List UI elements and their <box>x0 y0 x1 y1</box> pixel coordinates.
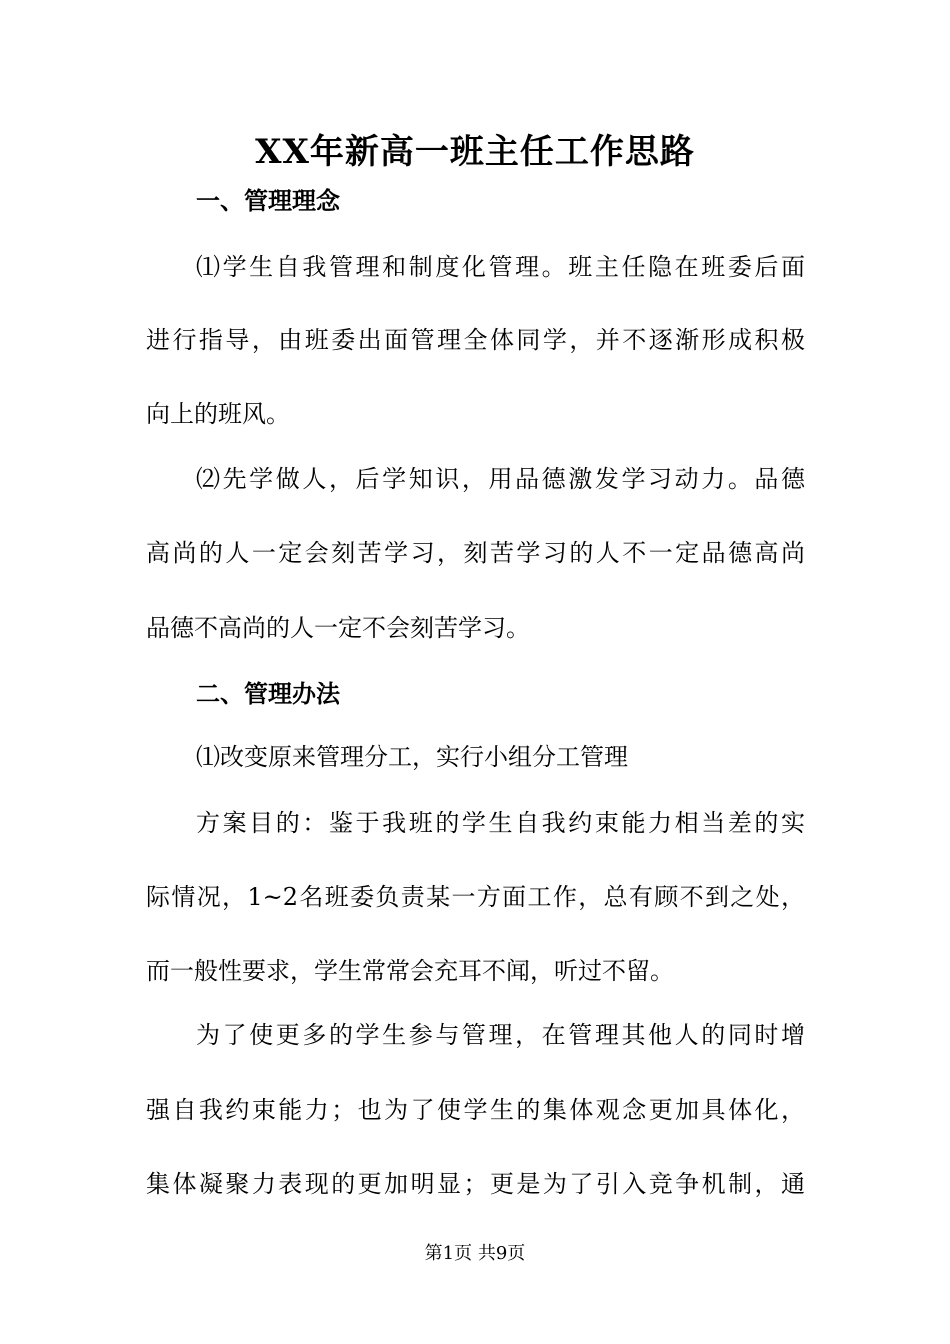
page-number-footer: 第1页 共9页 <box>424 1243 526 1264</box>
paragraph-line: 方案目的：鉴于我班的学生自我约束能力相当差的实 <box>196 809 805 837</box>
paragraph-line: 品德不高尚的人一定不会刻苦学习。 <box>146 614 530 642</box>
paragraph-line: ⑴学生自我管理和制度化管理。班主任隐在班委后面 <box>196 253 805 281</box>
section-heading-management-philosophy: 一、管理理念 <box>196 187 340 215</box>
paragraph-line: 高尚的人一定会刻苦学习，刻苦学习的人不一定品德高尚 <box>146 539 805 567</box>
paragraph-line: 而一般性要求，学生常常会充耳不闻，听过不留。 <box>146 957 674 985</box>
list-item: ⑴改变原来管理分工，实行小组分工管理 <box>196 743 628 771</box>
section-heading-management-methods: 二、管理办法 <box>196 680 340 708</box>
paragraph-line: 向上的班风。 <box>146 400 290 428</box>
paragraph-line: 强自我约束能力；也为了使学生的集体观念更加具体化， <box>146 1096 805 1124</box>
paragraph-line: 为了使更多的学生参与管理，在管理其他人的同时增 <box>196 1021 805 1049</box>
paragraph-line: 进行指导，由班委出面管理全体同学，并不逐渐形成积极 <box>146 326 805 354</box>
paragraph-line: 集体凝聚力表现的更加明显；更是为了引入竞争机制，通 <box>146 1170 805 1198</box>
paragraph-line: ⑵先学做人，后学知识，用品德激发学习动力。品德 <box>196 465 805 493</box>
document-title: XX年新高一班主任工作思路 <box>255 132 695 172</box>
paragraph-line: 际情况，1~2名班委负责某一方面工作，总有顾不到之处， <box>146 883 805 911</box>
